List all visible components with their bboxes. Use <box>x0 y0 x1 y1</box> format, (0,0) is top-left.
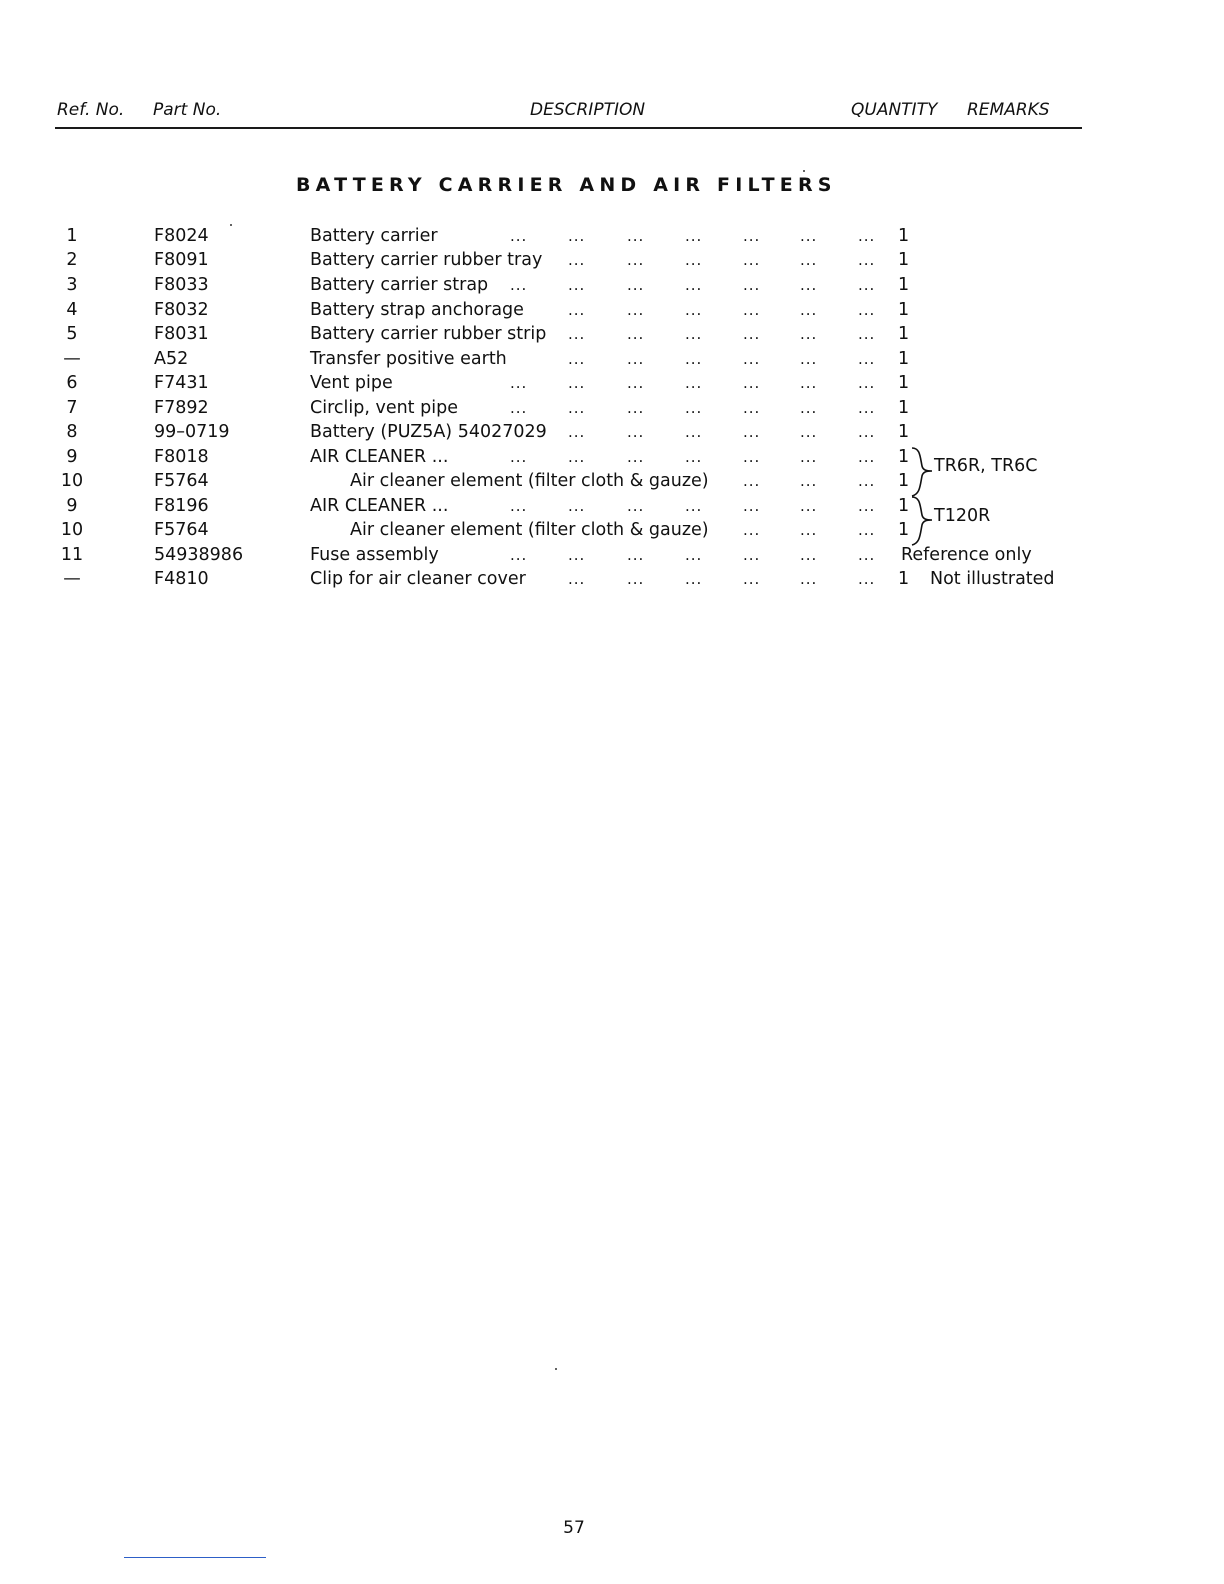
quantity: 1 <box>898 300 910 320</box>
part-number: F8091 <box>154 250 209 270</box>
leader-dot: ... <box>800 227 818 245</box>
leader-dot: ... <box>568 546 586 564</box>
leader-dot: ... <box>743 251 761 269</box>
model-group-label: T120R <box>934 506 991 526</box>
table-row <box>0 322 1224 346</box>
quantity: 1 <box>898 520 910 540</box>
leader-dot: ... <box>858 276 876 294</box>
leader-dot: ... <box>627 570 645 588</box>
remarks: Reference only <box>901 545 1032 565</box>
leader-dot: ... <box>858 350 876 368</box>
ref-number: 9 <box>66 447 78 467</box>
part-number: A52 <box>154 349 189 369</box>
part-description: Battery carrier rubber strip <box>310 324 547 344</box>
leader-dot: ... <box>510 227 528 245</box>
header-description: DESCRIPTION <box>530 100 646 120</box>
leader-dot: ... <box>858 521 876 539</box>
ref-number: 5 <box>66 324 78 344</box>
leader-dot: ... <box>743 374 761 392</box>
leader-dot: ... <box>685 276 703 294</box>
model-group-label: TR6R, TR6C <box>934 456 1038 476</box>
leader-dot: ... <box>743 521 761 539</box>
quantity: 1 <box>898 349 910 369</box>
leader-dot: ... <box>743 350 761 368</box>
leader-dot: ... <box>858 472 876 490</box>
quantity: 1 <box>898 422 910 442</box>
quantity: 1 <box>898 496 910 516</box>
leader-dot: ... <box>743 227 761 245</box>
leader-dot: ... <box>800 276 818 294</box>
quantity: 1 <box>898 373 910 393</box>
leader-dot: ... <box>685 448 703 466</box>
quantity: 1 <box>898 250 910 270</box>
speck <box>555 1368 557 1370</box>
part-description: Vent pipe <box>310 373 393 393</box>
leader-dot: ... <box>800 399 818 417</box>
leader-dot: ... <box>510 374 528 392</box>
leader-dot: ... <box>800 497 818 515</box>
ref-number: 4 <box>66 300 78 320</box>
part-number: F5764 <box>154 520 209 540</box>
section-title: BATTERY CARRIER AND AIR FILTERS <box>296 174 837 196</box>
leader-dot: ... <box>627 497 645 515</box>
ref-number: — <box>63 569 81 589</box>
leader-dot: ... <box>510 546 528 564</box>
leader-dot: ... <box>568 374 586 392</box>
part-description: Battery carrier strap <box>310 275 489 295</box>
leader-dot: ... <box>800 521 818 539</box>
part-description: Clip for air cleaner cover <box>310 569 526 589</box>
leader-dot: ... <box>800 448 818 466</box>
leader-dot: ... <box>510 276 528 294</box>
leader-dot: ... <box>858 423 876 441</box>
part-description: Battery carrier rubber tray <box>310 250 543 270</box>
table-row <box>0 248 1224 272</box>
part-description: Battery strap anchorage <box>310 300 524 320</box>
table-row <box>0 518 1224 542</box>
leader-dot: ... <box>568 399 586 417</box>
table-row <box>0 420 1224 444</box>
speck <box>230 224 232 226</box>
ref-number: 6 <box>66 373 78 393</box>
table-row <box>0 445 1224 469</box>
table-row <box>0 543 1224 567</box>
leader-dot: ... <box>743 546 761 564</box>
leader-dot: ... <box>743 448 761 466</box>
table-row <box>0 469 1224 493</box>
brace-icon <box>908 495 936 547</box>
leader-dot: ... <box>568 276 586 294</box>
leader-dot: ... <box>685 546 703 564</box>
leader-dot: ... <box>743 423 761 441</box>
leader-dot: ... <box>568 251 586 269</box>
leader-dot: ... <box>568 448 586 466</box>
part-description: AIR CLEANER ... <box>310 496 449 516</box>
quantity: 1 <box>898 471 910 491</box>
header-part-no: Part No. <box>153 100 222 120</box>
leader-dot: ... <box>568 423 586 441</box>
table-row <box>0 347 1224 371</box>
table-row <box>0 494 1224 518</box>
part-description: AIR CLEANER ... <box>310 447 449 467</box>
leader-dot: ... <box>800 251 818 269</box>
leader-dot: ... <box>858 251 876 269</box>
leader-dot: ... <box>743 301 761 319</box>
leader-dot: ... <box>627 251 645 269</box>
part-number: F8024 <box>154 226 209 246</box>
part-description: Fuse assembly <box>310 545 439 565</box>
leader-dot: ... <box>685 301 703 319</box>
leader-dot: ... <box>627 448 645 466</box>
leader-dot: ... <box>568 325 586 343</box>
leader-dot: ... <box>568 497 586 515</box>
ref-number: 3 <box>66 275 78 295</box>
leader-dot: ... <box>743 472 761 490</box>
table-row <box>0 298 1224 322</box>
leader-dot: ... <box>627 276 645 294</box>
part-number: F8196 <box>154 496 209 516</box>
leader-dot: ... <box>685 423 703 441</box>
ref-number: 10 <box>60 520 84 540</box>
leader-dot: ... <box>685 497 703 515</box>
part-description: Air cleaner element (filter cloth & gauze) <box>350 520 709 540</box>
leader-dot: ... <box>627 399 645 417</box>
header-rule <box>55 127 1082 129</box>
leader-dot: ... <box>858 374 876 392</box>
part-number: 99–0719 <box>154 422 230 442</box>
leader-dot: ... <box>743 399 761 417</box>
part-number: F5764 <box>154 471 209 491</box>
header-remarks: REMARKS <box>967 100 1050 120</box>
brace-icon <box>908 446 936 498</box>
ref-number: — <box>63 349 81 369</box>
leader-dot: ... <box>800 374 818 392</box>
part-number: F4810 <box>154 569 209 589</box>
ref-number: 9 <box>66 496 78 516</box>
leader-dot: ... <box>743 570 761 588</box>
quantity: 1 <box>898 226 910 246</box>
leader-dot: ... <box>685 374 703 392</box>
part-description: Circlip, vent pipe <box>310 398 458 418</box>
quantity: 1 <box>898 398 910 418</box>
leader-dot: ... <box>685 325 703 343</box>
remarks: Not illustrated <box>930 569 1055 589</box>
leader-dot: ... <box>743 497 761 515</box>
leader-dot: ... <box>568 227 586 245</box>
leader-dot: ... <box>685 251 703 269</box>
leader-dot: ... <box>510 399 528 417</box>
ref-number: 10 <box>60 471 84 491</box>
leader-dot: ... <box>627 423 645 441</box>
leader-dot: ... <box>858 448 876 466</box>
part-number: F8033 <box>154 275 209 295</box>
leader-dot: ... <box>800 301 818 319</box>
part-number: F8031 <box>154 324 209 344</box>
leader-dot: ... <box>858 546 876 564</box>
page-number: 57 <box>563 1518 585 1538</box>
ref-number: 7 <box>66 398 78 418</box>
quantity: 1 <box>898 324 910 344</box>
part-description: Transfer positive earth <box>310 349 507 369</box>
quantity: 1 <box>898 275 910 295</box>
leader-dot: ... <box>568 301 586 319</box>
part-description: Battery (PUZ5A) 54027029 <box>310 422 547 442</box>
table-row <box>0 224 1224 248</box>
ref-number: 8 <box>66 422 78 442</box>
leader-dot: ... <box>510 448 528 466</box>
leader-dot: ... <box>743 325 761 343</box>
leader-dot: ... <box>510 497 528 515</box>
leader-dot: ... <box>685 350 703 368</box>
ref-number: 11 <box>60 545 84 565</box>
part-description: Battery carrier <box>310 226 438 246</box>
speck <box>803 170 805 172</box>
part-number: F7431 <box>154 373 209 393</box>
table-row <box>0 567 1224 591</box>
quantity: 1 <box>898 569 910 589</box>
leader-dot: ... <box>800 546 818 564</box>
leader-dot: ... <box>743 276 761 294</box>
leader-dot: ... <box>627 301 645 319</box>
leader-dot: ... <box>858 399 876 417</box>
ref-number: 1 <box>66 226 78 246</box>
leader-dot: ... <box>800 350 818 368</box>
table-row <box>0 371 1224 395</box>
leader-dot: ... <box>685 227 703 245</box>
leader-dot: ... <box>685 399 703 417</box>
leader-dot: ... <box>568 350 586 368</box>
leader-dot: ... <box>800 570 818 588</box>
table-row <box>0 273 1224 297</box>
part-number: F8018 <box>154 447 209 467</box>
leader-dot: ... <box>627 350 645 368</box>
leader-dot: ... <box>685 570 703 588</box>
leader-dot: ... <box>858 570 876 588</box>
leader-dot: ... <box>858 227 876 245</box>
leader-dot: ... <box>627 546 645 564</box>
leader-dot: ... <box>627 374 645 392</box>
part-number: F7892 <box>154 398 209 418</box>
leader-dot: ... <box>858 497 876 515</box>
table-row <box>0 396 1224 420</box>
quantity: 1 <box>898 447 910 467</box>
leader-dot: ... <box>627 325 645 343</box>
leader-dot: ... <box>858 301 876 319</box>
underline-mark <box>124 1557 266 1558</box>
leader-dot: ... <box>568 570 586 588</box>
leader-dot: ... <box>800 423 818 441</box>
leader-dot: ... <box>858 325 876 343</box>
part-number: F8032 <box>154 300 209 320</box>
ref-number: 2 <box>66 250 78 270</box>
leader-dot: ... <box>800 472 818 490</box>
header-quantity: QUANTITY <box>851 100 938 120</box>
part-number: 54938986 <box>154 545 244 565</box>
leader-dot: ... <box>800 325 818 343</box>
leader-dot: ... <box>627 227 645 245</box>
part-description: Air cleaner element (filter cloth & gauze) <box>350 471 709 491</box>
header-ref-no: Ref. No. <box>57 100 125 120</box>
